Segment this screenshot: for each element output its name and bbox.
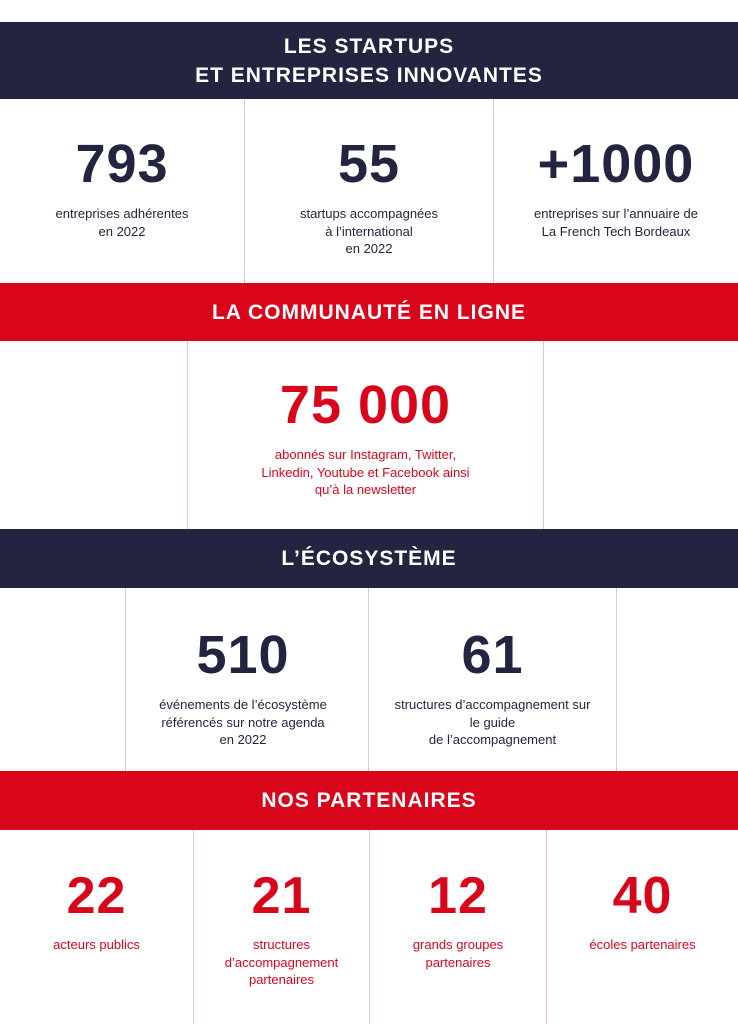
stat-value: 510 bbox=[196, 625, 290, 685]
stat-value: +1000 bbox=[537, 134, 695, 194]
community-title: LA COMMUNAUTÉ EN LIGNE bbox=[211, 300, 527, 324]
stat-value: 21 bbox=[251, 867, 312, 925]
partners-title: NOS PARTENAIRES bbox=[261, 789, 477, 812]
stat-value: 12 bbox=[428, 867, 488, 925]
stat-value: 61 bbox=[461, 625, 524, 685]
divider bbox=[616, 588, 617, 771]
divider bbox=[543, 341, 544, 529]
stat-ecosystem-events bbox=[118, 625, 368, 749]
stat-partner-schools bbox=[547, 867, 738, 954]
stat-label: grands groupes partenaires bbox=[412, 937, 504, 970]
stat-label: écoles partenaires bbox=[589, 937, 696, 952]
stat-value: 22 bbox=[66, 867, 127, 925]
stat-value: 40 bbox=[612, 867, 673, 925]
stat-value: 793 bbox=[75, 134, 169, 194]
startups-header bbox=[0, 22, 738, 99]
stat-value: 55 bbox=[337, 134, 401, 194]
stat-support-structures bbox=[369, 625, 616, 749]
startups-title-line2: ET ENTREPRISES INNOVANTES bbox=[195, 63, 543, 87]
ecosystem-title: L’ÉCOSYSTÈME bbox=[281, 547, 457, 570]
startups-title-line1: LES STARTUPS bbox=[283, 34, 455, 58]
stat-large-groups bbox=[370, 867, 546, 971]
stat-label: structures d’accompagnement sur le guide de l’accompagnement bbox=[394, 697, 591, 747]
stat-label: structures d’accompagnement partenaires bbox=[224, 937, 339, 987]
stat-label: abonnés sur Instagram, Twitter, Linkedin, Youtube et Facebook ainsi qu’à la newsletter bbox=[261, 447, 470, 497]
stat-support-partners bbox=[194, 867, 369, 989]
stat-startups-international bbox=[245, 134, 493, 258]
stat-online-followers bbox=[188, 375, 543, 499]
community-header bbox=[0, 283, 738, 341]
stat-directory-companies bbox=[494, 134, 738, 240]
stat-label: entreprises adhérentes en 2022 bbox=[55, 206, 189, 239]
stat-label: acteurs publics bbox=[53, 937, 140, 952]
stat-value: 75 000 bbox=[279, 375, 452, 435]
stat-label: événements de l’écosystème référencés sur notre agenda en 2022 bbox=[159, 697, 327, 747]
stat-label: startups accompagnées à l’international en 2022 bbox=[299, 206, 439, 256]
stat-public-actors bbox=[0, 867, 193, 954]
partners-header bbox=[0, 771, 738, 830]
ecosystem-header bbox=[0, 529, 738, 588]
stat-adherent-companies bbox=[0, 134, 244, 240]
stat-label: entreprises sur l’annuaire de La French Tech Bordeaux bbox=[533, 206, 699, 239]
